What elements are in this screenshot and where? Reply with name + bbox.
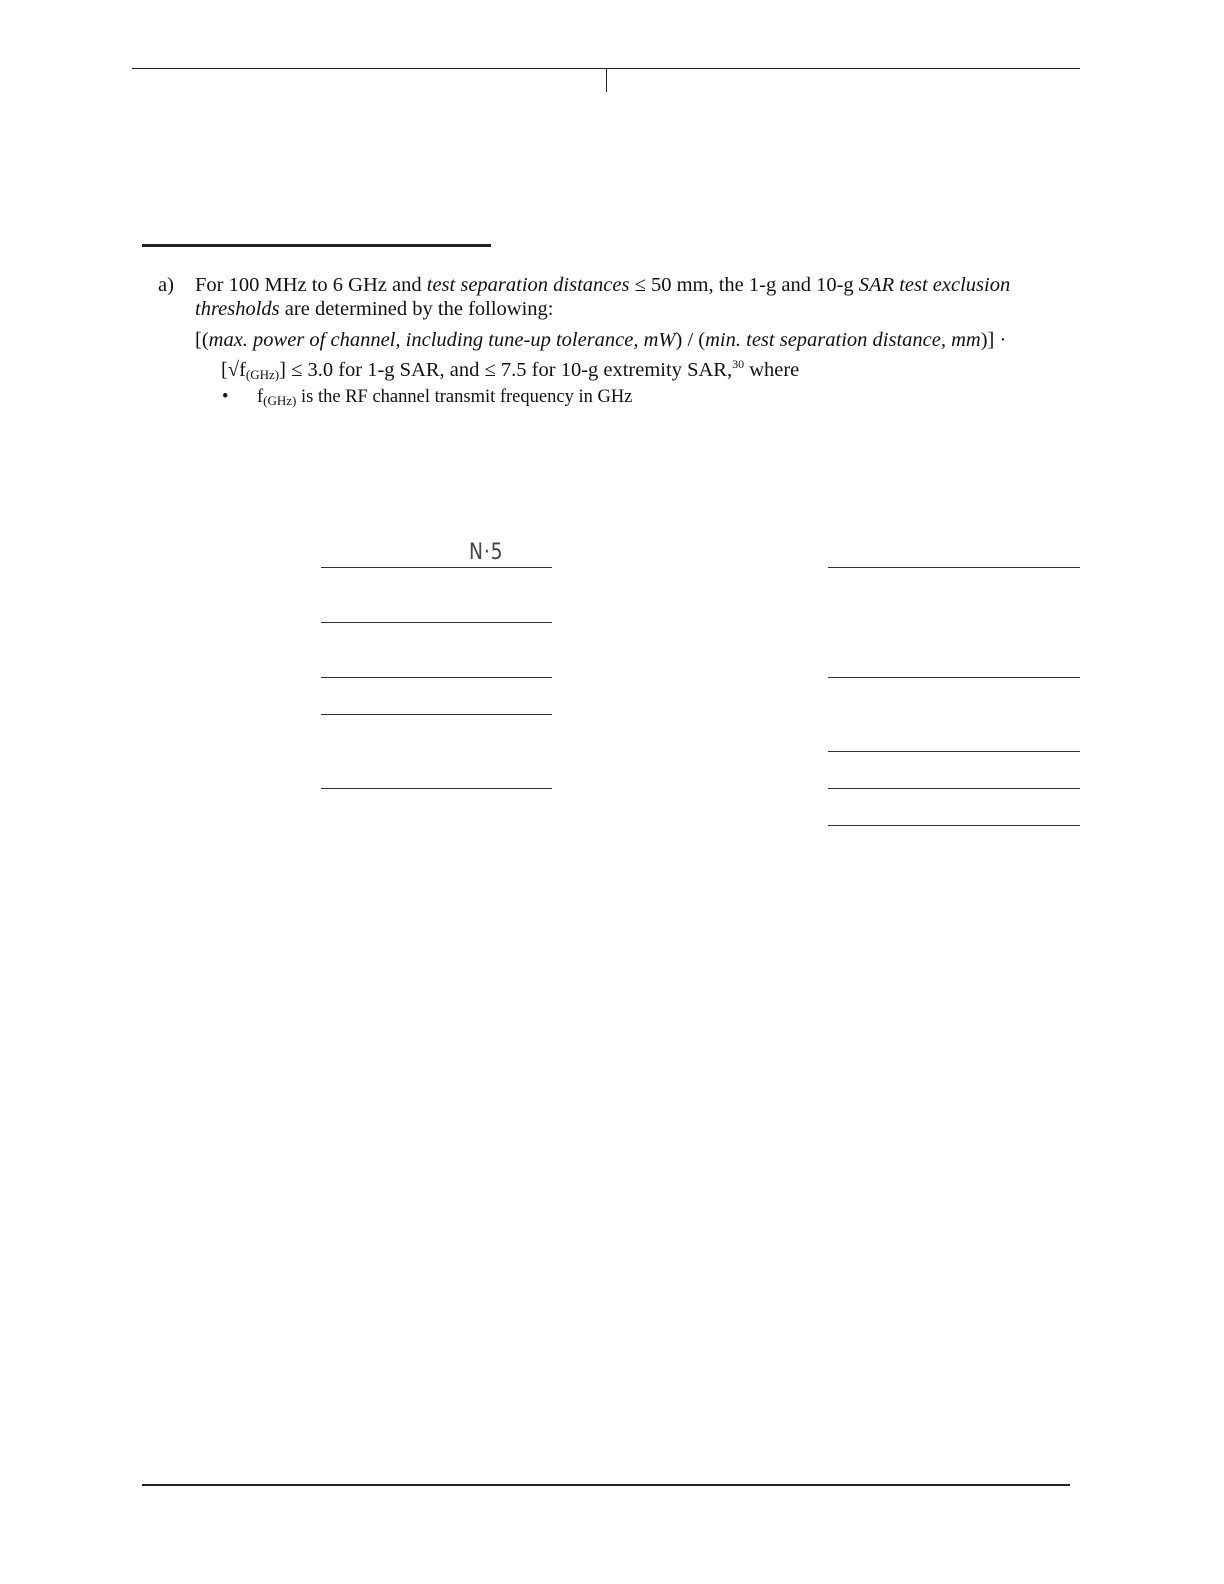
form-line-left-5 [321, 788, 552, 789]
clause-line-2-italic: thresholds [195, 298, 280, 320]
bullet-description: is the RF channel transmit frequency in GHz [296, 387, 633, 407]
formula-mid: ) / ( [675, 329, 706, 351]
bullet-text [257, 385, 632, 413]
clause-line-2 [195, 297, 554, 321]
footer-rule [142, 1484, 1070, 1486]
clause-line-1 [195, 273, 1010, 297]
clause-line-1-italic-1: test separation distances [426, 274, 630, 296]
formula-sqrt-subscript: (GHz) [245, 367, 280, 382]
formula-line-1 [195, 328, 1006, 352]
form-line-left-4 [321, 714, 552, 715]
form-line-right-1 [828, 567, 1080, 568]
footnote-ref: 30 [732, 357, 745, 371]
clause-label: a) [158, 274, 174, 296]
form-line-right-5 [828, 825, 1080, 826]
handwritten-note: N·5 [469, 540, 504, 565]
bullet-f: f [257, 387, 264, 407]
bullet-subscript: (GHz) [263, 393, 297, 408]
clause-line-2-text: are determined by the following: [279, 298, 554, 320]
formula-open: [( [195, 329, 209, 351]
formula-thresholds: ] ≤ 3.0 for 1-g SAR, and ≤ 7.5 for 10-g extremity SAR, [279, 359, 733, 381]
form-line-right-4 [828, 788, 1080, 789]
clause-line-1-text-2: ≤ 50 mm, the 1-g and 10-g [629, 274, 859, 296]
formula-numerator: max. power of channel, including tune-up tolerance, mW [208, 329, 676, 351]
form-line-right-3 [828, 751, 1080, 752]
header-divider-tick [606, 68, 607, 92]
bullet-item [222, 385, 228, 409]
formula-sqrt: [√f [221, 359, 246, 381]
formula-close: )] · [980, 329, 1007, 351]
section-rule [142, 244, 491, 247]
form-line-left-1 [321, 567, 552, 568]
form-line-left-2 [321, 622, 552, 623]
clause-line-1-italic-2: SAR test exclusion [858, 274, 1011, 296]
bullet-icon: • [222, 387, 229, 407]
clause-line-1-text: For 100 MHz to 6 GHz and [195, 274, 427, 296]
formula-where: where [744, 359, 800, 381]
form-line-left-3 [321, 677, 552, 678]
formula-denominator: min. test separation distance, mm [705, 329, 981, 351]
formula-line-2 [221, 352, 799, 387]
form-line-right-2 [828, 677, 1080, 678]
